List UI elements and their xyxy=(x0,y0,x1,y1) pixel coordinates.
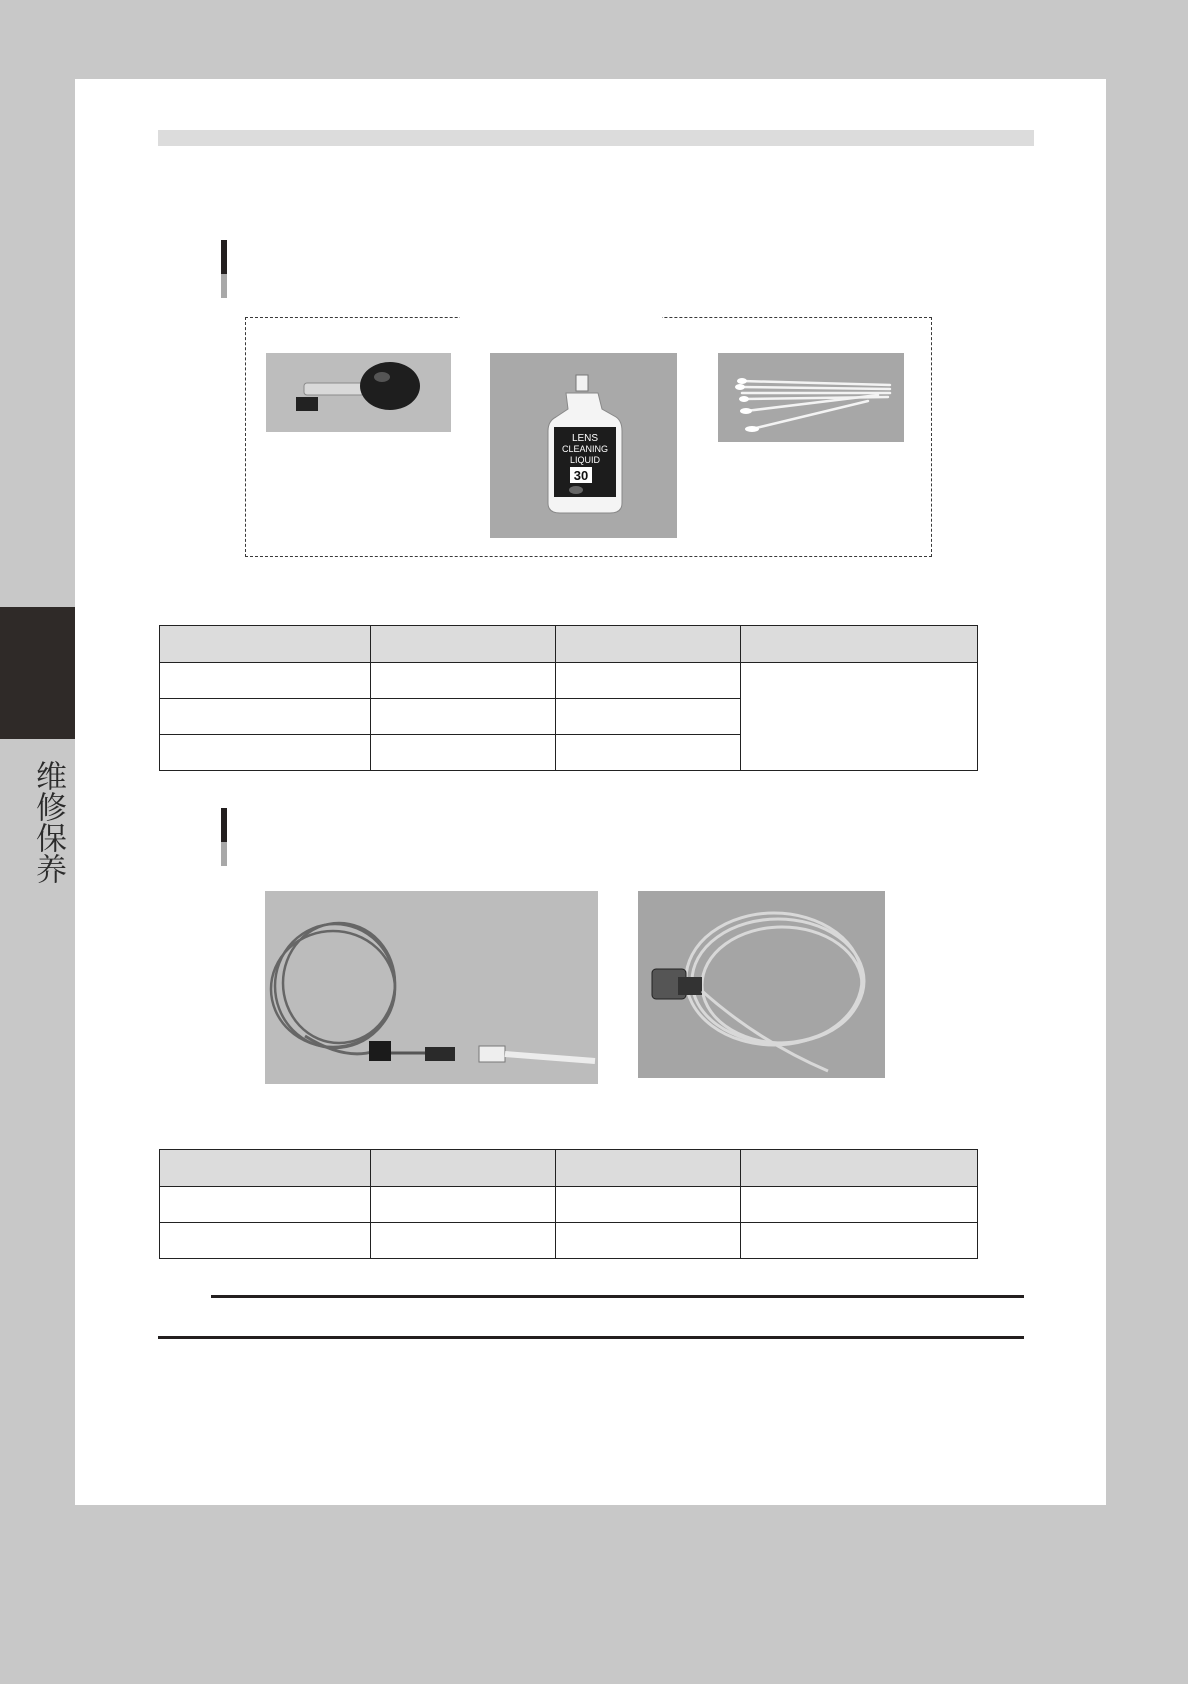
table-header-row xyxy=(160,626,978,663)
section-marker-1 xyxy=(221,240,227,298)
table-header-cell xyxy=(556,626,741,663)
table-cell xyxy=(741,1223,978,1259)
table-cell xyxy=(556,735,741,771)
table-cell xyxy=(556,699,741,735)
table-cell xyxy=(371,1187,556,1223)
table-cell xyxy=(160,1187,371,1223)
table-header-cell xyxy=(371,1150,556,1187)
svg-text:LIQUID: LIQUID xyxy=(569,455,601,465)
table-row xyxy=(160,663,978,699)
note-rule xyxy=(211,1295,1024,1298)
table-header-cell xyxy=(160,1150,371,1187)
table-merged-cell xyxy=(741,663,978,771)
table-header-cell xyxy=(371,626,556,663)
table-cell xyxy=(556,1223,741,1259)
spec-table-2 xyxy=(159,1149,978,1259)
table-header-cell xyxy=(556,1150,741,1187)
table-cell xyxy=(741,1187,978,1223)
table-header-cell xyxy=(741,626,978,663)
table-row xyxy=(160,1187,978,1223)
table-cell xyxy=(371,735,556,771)
spec-table-1 xyxy=(159,625,978,771)
sensor-cable-with-tube-photo xyxy=(265,891,598,1084)
footer-rule xyxy=(158,1336,1024,1339)
header-bar xyxy=(158,130,1034,146)
svg-text:CLEANING: CLEANING xyxy=(561,444,609,454)
table-cell xyxy=(371,1223,556,1259)
table-header-cell xyxy=(160,626,371,663)
table-cell xyxy=(160,1223,371,1259)
svg-text:30: 30 xyxy=(573,468,589,483)
table-cell xyxy=(371,699,556,735)
table-row xyxy=(160,1223,978,1259)
blower-brush-photo xyxy=(266,353,451,432)
table-cell xyxy=(160,699,371,735)
frame-gap xyxy=(460,314,662,320)
table-cell xyxy=(371,663,556,699)
cotton-swabs-photo xyxy=(718,353,904,442)
chapter-label: 维修保养 xyxy=(30,760,66,884)
table-header-row xyxy=(160,1150,978,1187)
table-cell xyxy=(160,663,371,699)
section-marker-2 xyxy=(221,808,227,866)
svg-text:LENS: LENS xyxy=(571,433,599,444)
table-cell xyxy=(160,735,371,771)
chapter-tab xyxy=(0,607,75,739)
table-header-cell xyxy=(741,1150,978,1187)
table-cell xyxy=(556,1187,741,1223)
table-cell xyxy=(556,663,741,699)
lens-cleaning-liquid-photo xyxy=(490,353,677,538)
content-page xyxy=(75,79,1106,1505)
coiled-cable-connector-photo xyxy=(638,891,885,1078)
